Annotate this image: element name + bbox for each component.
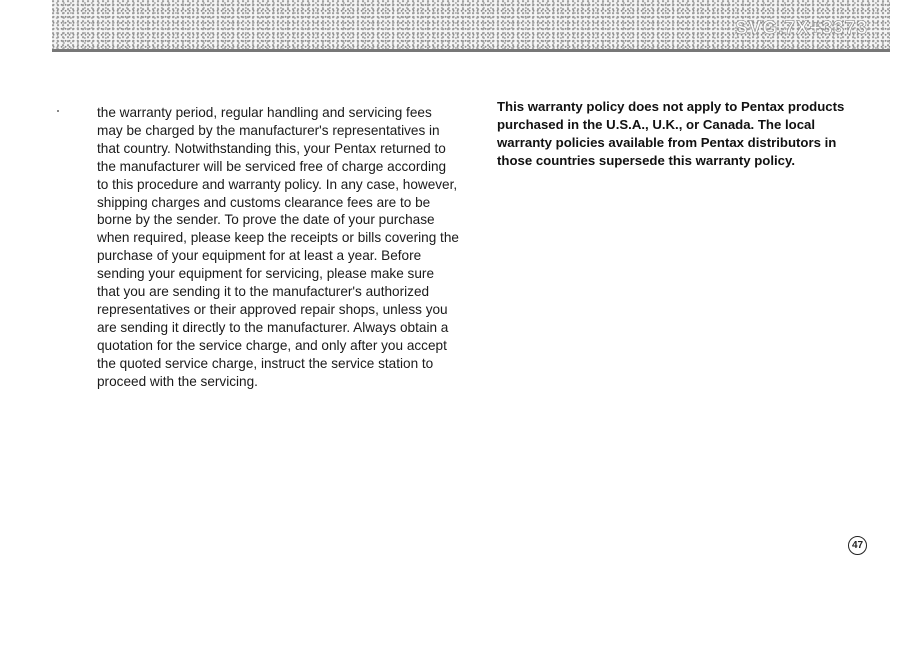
left-column-text: the warranty period, regular handling and servicing fees may be charged by the manufacturer's representatives in that country. Notwithstanding this, your Pentax returned to the manufacturer will be serviced free of charge according to this procedure and warranty policy. In any case, however, shipping charges and customs clearance fees are to be borne by the sender. To prove the date of your purchase when required, please keep the receipts or bills covering the purchase of your equipment for at least a year. Before sending your equipment for servicing, please make sure that you are sending it to the manufacturer's authorized representatives or their approved repair shops, unless you are sending it directly to the manufacturer. Always obtain a quotation for the service charge, and only after you accept the quoted service charge, instruct the service station to proceed with the servicing. (97, 105, 459, 389)
margin-dot (57, 110, 59, 112)
header-band (52, 0, 890, 52)
header-mark: SVG.7X+3373 (734, 18, 868, 39)
right-column-notice: This warranty policy does not apply to Pentax products purchased in the U.S.A., U.K., or Canada. The local warranty policies available from Pentax distributors in those countries supersede this warranty policy. (497, 99, 845, 168)
page-number: 47 (848, 536, 867, 555)
